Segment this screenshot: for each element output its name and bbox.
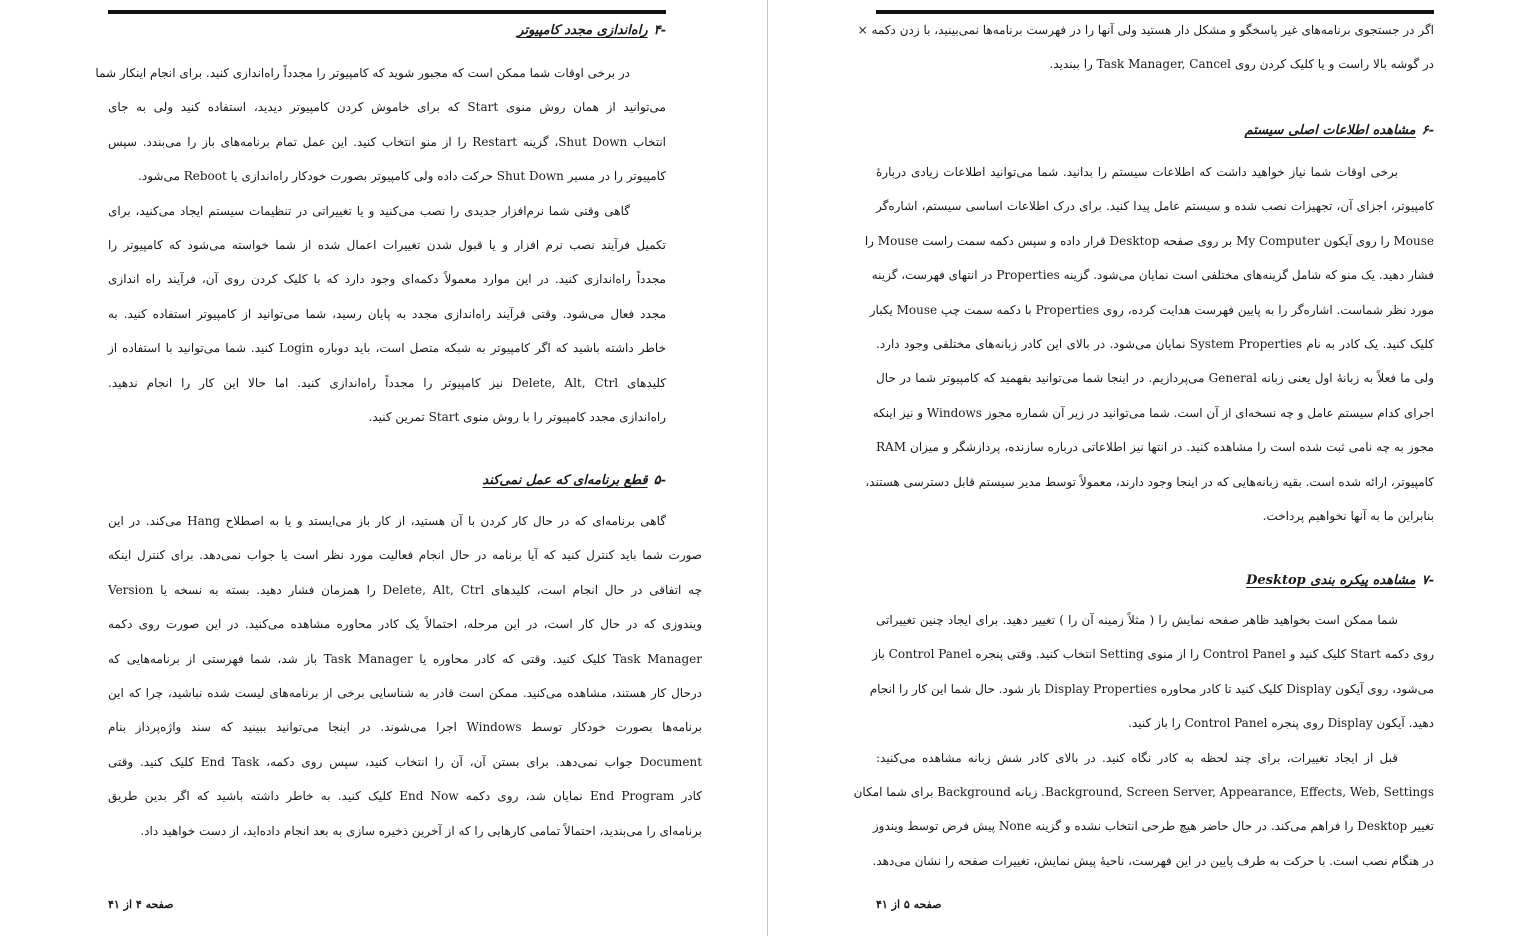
text-line: کامپیوتر، اجزای آن، تجهیزات نصب شده و سیستم عامل پیدا کنید. برای درک اطلاعات اساسی سیستم، اشاره‌گر: [876, 199, 1434, 214]
text-line: در گوشه بالا راست و یا کلیک کردن روی Task Manager, Cancel را ببندید.: [1049, 57, 1434, 72]
text-line: گاهی وقتی شما نرم‌افزار جدیدی را نصب می‌کنید و یا تغییراتی در تنظیمات سیستم ایجاد می‌کنید، برای: [108, 203, 630, 218]
text-line: اجرای کدام سیستم عامل و چه نسخه‌ای از آن است. شما می‌توانید در زیر آن شماره مجوز Windows و نیز اینکه: [872, 405, 1434, 420]
document-page-5: [853, 0, 1434, 936]
section-kill-program: [58, 466, 666, 496]
paragraph: [95, 56, 667, 194]
text-line: Mouse را روی آیکون My Computer بر روی صفحه Desktop قرار داده و سپس دکمه سمت راست Mouse را: [864, 233, 1434, 248]
section-title: مشاهده اطلاعات اصلی سیستم: [1244, 123, 1416, 138]
text-line: روی دکمه Start کلیک کنید و Control Panel را از منوی Setting انتخاب کنید. وقتی پنجره Control Panel باز: [872, 647, 1434, 662]
text-line: در هنگام نصب است. با حرکت به طرف پایین در این فهرست، ناحیهٔ پیش نمایش، تغییرات صفحه را نشان می‌دهد.: [872, 853, 1434, 868]
text-line: تکمیل فرآیند نصب نرم افزار و یا قبول شدن تغییرات اعمال شده از شما خواسته می‌شود که کامپیوتر را: [108, 237, 666, 252]
text-line: گاهی برنامه‌ای که در حال کار کردن با آن هستید، از کار باز می‌ایستد و یا به اصطلاح Hang می‌کند. در این: [108, 514, 666, 528]
text-line: برنامه‌ای را می‌بندید، احتمالاً تمامی کارهایی را که از آخرین ذخیره سازی به بعد انجام داده‌اید، از دست خواهید داد.: [140, 823, 702, 838]
text-line: اگر در جستجوی برنامه‌های غیر پاسخگو و مشکل دار هستید ولی آنها را در فهرست برنامه‌ها نمی‌بینید، با زدن دکمه ×: [857, 23, 1434, 37]
section-system-info: [864, 116, 1434, 533]
section-title: راه‌اندازی مجدد کامپیوتر: [517, 23, 648, 38]
text-line: کادر End Program نمایان شد، روی دکمه End Now کلیک کنید. به خاطر داشته باشید که اگر بدین طریق: [108, 789, 703, 804]
text-line: ویندوزی که در حال کار است، در این مرحله، احتمالاً یک کادر محاوره مشاهده می‌کنید. در این صورت روی دکمه: [108, 617, 702, 632]
paragraph: [853, 741, 1434, 879]
section-restart: [95, 16, 667, 434]
section-desktop-config: [853, 566, 1434, 878]
text-line: Task Manager کلیک کنید. وقتی که کادر محاوره یا Task Manager باز شد، شما فهرستی از برنامه‌هایی که: [108, 651, 702, 666]
section-title: مشاهده پیکره بندی Desktop: [1246, 573, 1416, 588]
text-line: فشار دهید. یک منو که شامل گزینه‌های مختلفی است نمایان می‌شود. گزینه Properties در انتهای فهرست، گزینه: [871, 268, 1434, 283]
section-number: -۴: [653, 23, 666, 38]
page-footer: صفحه ۴ از ۴۱: [108, 898, 174, 911]
header-rule: [108, 10, 666, 14]
section-heading: [58, 466, 666, 496]
section-heading: [876, 566, 1434, 596]
text-line: مجدد فعال می‌شود. وقتی فرآیند راه‌اندازی مجدد به پایان رسید، شما می‌توانید از کامپیوتر استفاده کنید. به: [108, 306, 666, 321]
text-line: کامپیوتر را در مسیر Shut Down حرکت داده ولی کامپیوتر بصورت خودکار راه‌اندازی یا Reboot می‌شود.: [138, 169, 666, 184]
text-line: بنابراین ما به آنها نخواهیم پرداخت.: [1262, 508, 1434, 523]
paragraph: [108, 504, 702, 848]
text-line: راه‌اندازی مجدد کامپیوتر را با روش منوی Start تمرین کنید.: [368, 409, 666, 424]
page-divider: [767, 0, 768, 936]
text-line: برنامه‌ها بصورت خودکار توسط Windows اجرا می‌شوند. در اینجا می‌توانید ببینید که سند واژه‌پرداز بنام: [108, 720, 702, 735]
paragraph: [864, 155, 1434, 533]
intro-paragraph: [857, 13, 1434, 82]
section-number: -۶: [1421, 123, 1434, 138]
text-line: قبل از ایجاد تغییرات، برای چند لحظه به کادر نگاه کنید. در بالای کادر شش زبانه مشاهده می‌کنید:: [876, 750, 1398, 765]
text-line: برخی اوقات شما نیاز خواهید داشت که اطلاعات سیستم را بدانید. شما می‌توانید اطلاعات زیادی دربارهٔ: [876, 165, 1398, 179]
text-line: کلیدهای Delete, Alt, Ctrl نیز کامپیوتر را مجدداً راه‌اندازی کنید. اما حالا این کار را انجام ندهید.: [108, 375, 667, 390]
paragraph: [869, 603, 1434, 741]
paragraph: [108, 194, 666, 435]
text-line: مجوز به چه نامی ثبت شده است را مشاهده کنید. در انتها نیز اطلاعاتی درباره سازنده، پردازشگر و میزان RAM: [876, 440, 1434, 455]
text-line: مورد نظر شماست. اشاره‌گر را به پایین فهرست هدایت کرده، روی Properties با دکمه سمت چپ Mouse یکبار: [869, 302, 1434, 317]
text-line: ولی ما فعلاً به زبانهٔ اول یعنی زبانه General می‌پردازیم. در اینجا شما می‌توانید بفهمید که کامپیوتر شما در حال: [876, 371, 1434, 386]
text-line: مجدداً راه‌اندازی کنید. در این موارد معمولاً دکمه‌ای وجود دارد که با کلیک کردن روی آن، فرآیند راه اندازی: [108, 272, 666, 287]
text-line: خاطر داشته باشید که اگر کامپیوتر به شبکه متصل است، باید دوباره Login کنید. شما می‌توانید با استفاده از: [108, 341, 666, 356]
text-line: کلیک کنید. یک کادر به نام System Properties نمایان می‌شود. در بالای این کادر زبانه‌های مختلفی وجود دارد.: [876, 336, 1434, 351]
text-line: انتخاب Shut Down، گزینه Restart را از منو انتخاب کنید. این عمل تمام برنامه‌های باز را می‌بندد. سپس: [108, 134, 667, 149]
section-title: قطع برنامه‌ای که عمل نمی‌کند: [482, 473, 648, 488]
text-line: شما ممکن است بخواهید ظاهر صفحه نمایش را ( مثلاً زمینه آن را ) تغییر دهید. برای ایجاد چنین تغییراتی: [876, 613, 1398, 627]
text-line: صورت شما باید کنترل کنید که آیا برنامه در حال انجام فعالیت مورد نظر است یا جواب نمی‌دهد. برای کنترل اینکه: [108, 548, 702, 563]
paragraph: [857, 13, 1434, 82]
section-heading: [108, 16, 666, 46]
section-number: -۷: [1421, 573, 1434, 588]
document-page-4: [95, 0, 703, 936]
text-line: در برخی اوقات شما ممکن است که مجبور شوید که کامپیوتر را مجدداً راه‌اندازی کنید. برای انجام اینکار شما: [95, 66, 630, 80]
text-line: می‌توانید از همان روش منوی Start که برای خاموش کردن کامپیوتر دیدید، استفاده کنید ولی به جای: [108, 100, 666, 115]
section-kill-program-body: [108, 504, 702, 848]
text-line: Background, Screen Server, Appearance, Effects, Web, Settings. زبانه Background برای شما امکان: [853, 784, 1434, 799]
section-heading: [876, 116, 1434, 146]
text-line: درحال کار هستند، مشاهده می‌کنید. ممکن است قادر به شناسایی برخی از برنامه‌های لیست شده نباشید، چرا که این: [108, 685, 702, 700]
page-footer: صفحه ۵ از ۴۱: [876, 898, 942, 911]
text-line: Document جواب نمی‌دهد. برای بستن آن، آن را انتخاب کنید، سپس روی دکمه، End Task کلیک کنید. وقتی: [108, 754, 703, 769]
text-line: تغییر Desktop را فراهم می‌کند. در حال حاضر هیچ طرحی انتخاب نشده و گزینه None پیش فرض توسط ویندوز: [872, 819, 1434, 834]
text-line: می‌شود، روی آیکون Display کلیک کنید تا کادر محاوره Display Properties باز شود. حال شما این کار را انجام: [869, 681, 1434, 696]
text-line: کامپیوتر، ارائه شده است. بقیه زبانه‌هایی که در اینجا وجود دارند، معمولاً توسط مدیر سیستم قابل دسترسی هستند،: [865, 474, 1434, 489]
section-number: -۵: [653, 473, 666, 488]
text-line: چه اتفاقی در حال انجام است، کلیدهای Delete, Alt, Ctrl را همزمان فشار دهید. بسته به نسخه یا Version: [108, 582, 703, 597]
text-line: دهید. آیکون Display روی پنجره Control Panel را باز کنید.: [1128, 716, 1434, 731]
